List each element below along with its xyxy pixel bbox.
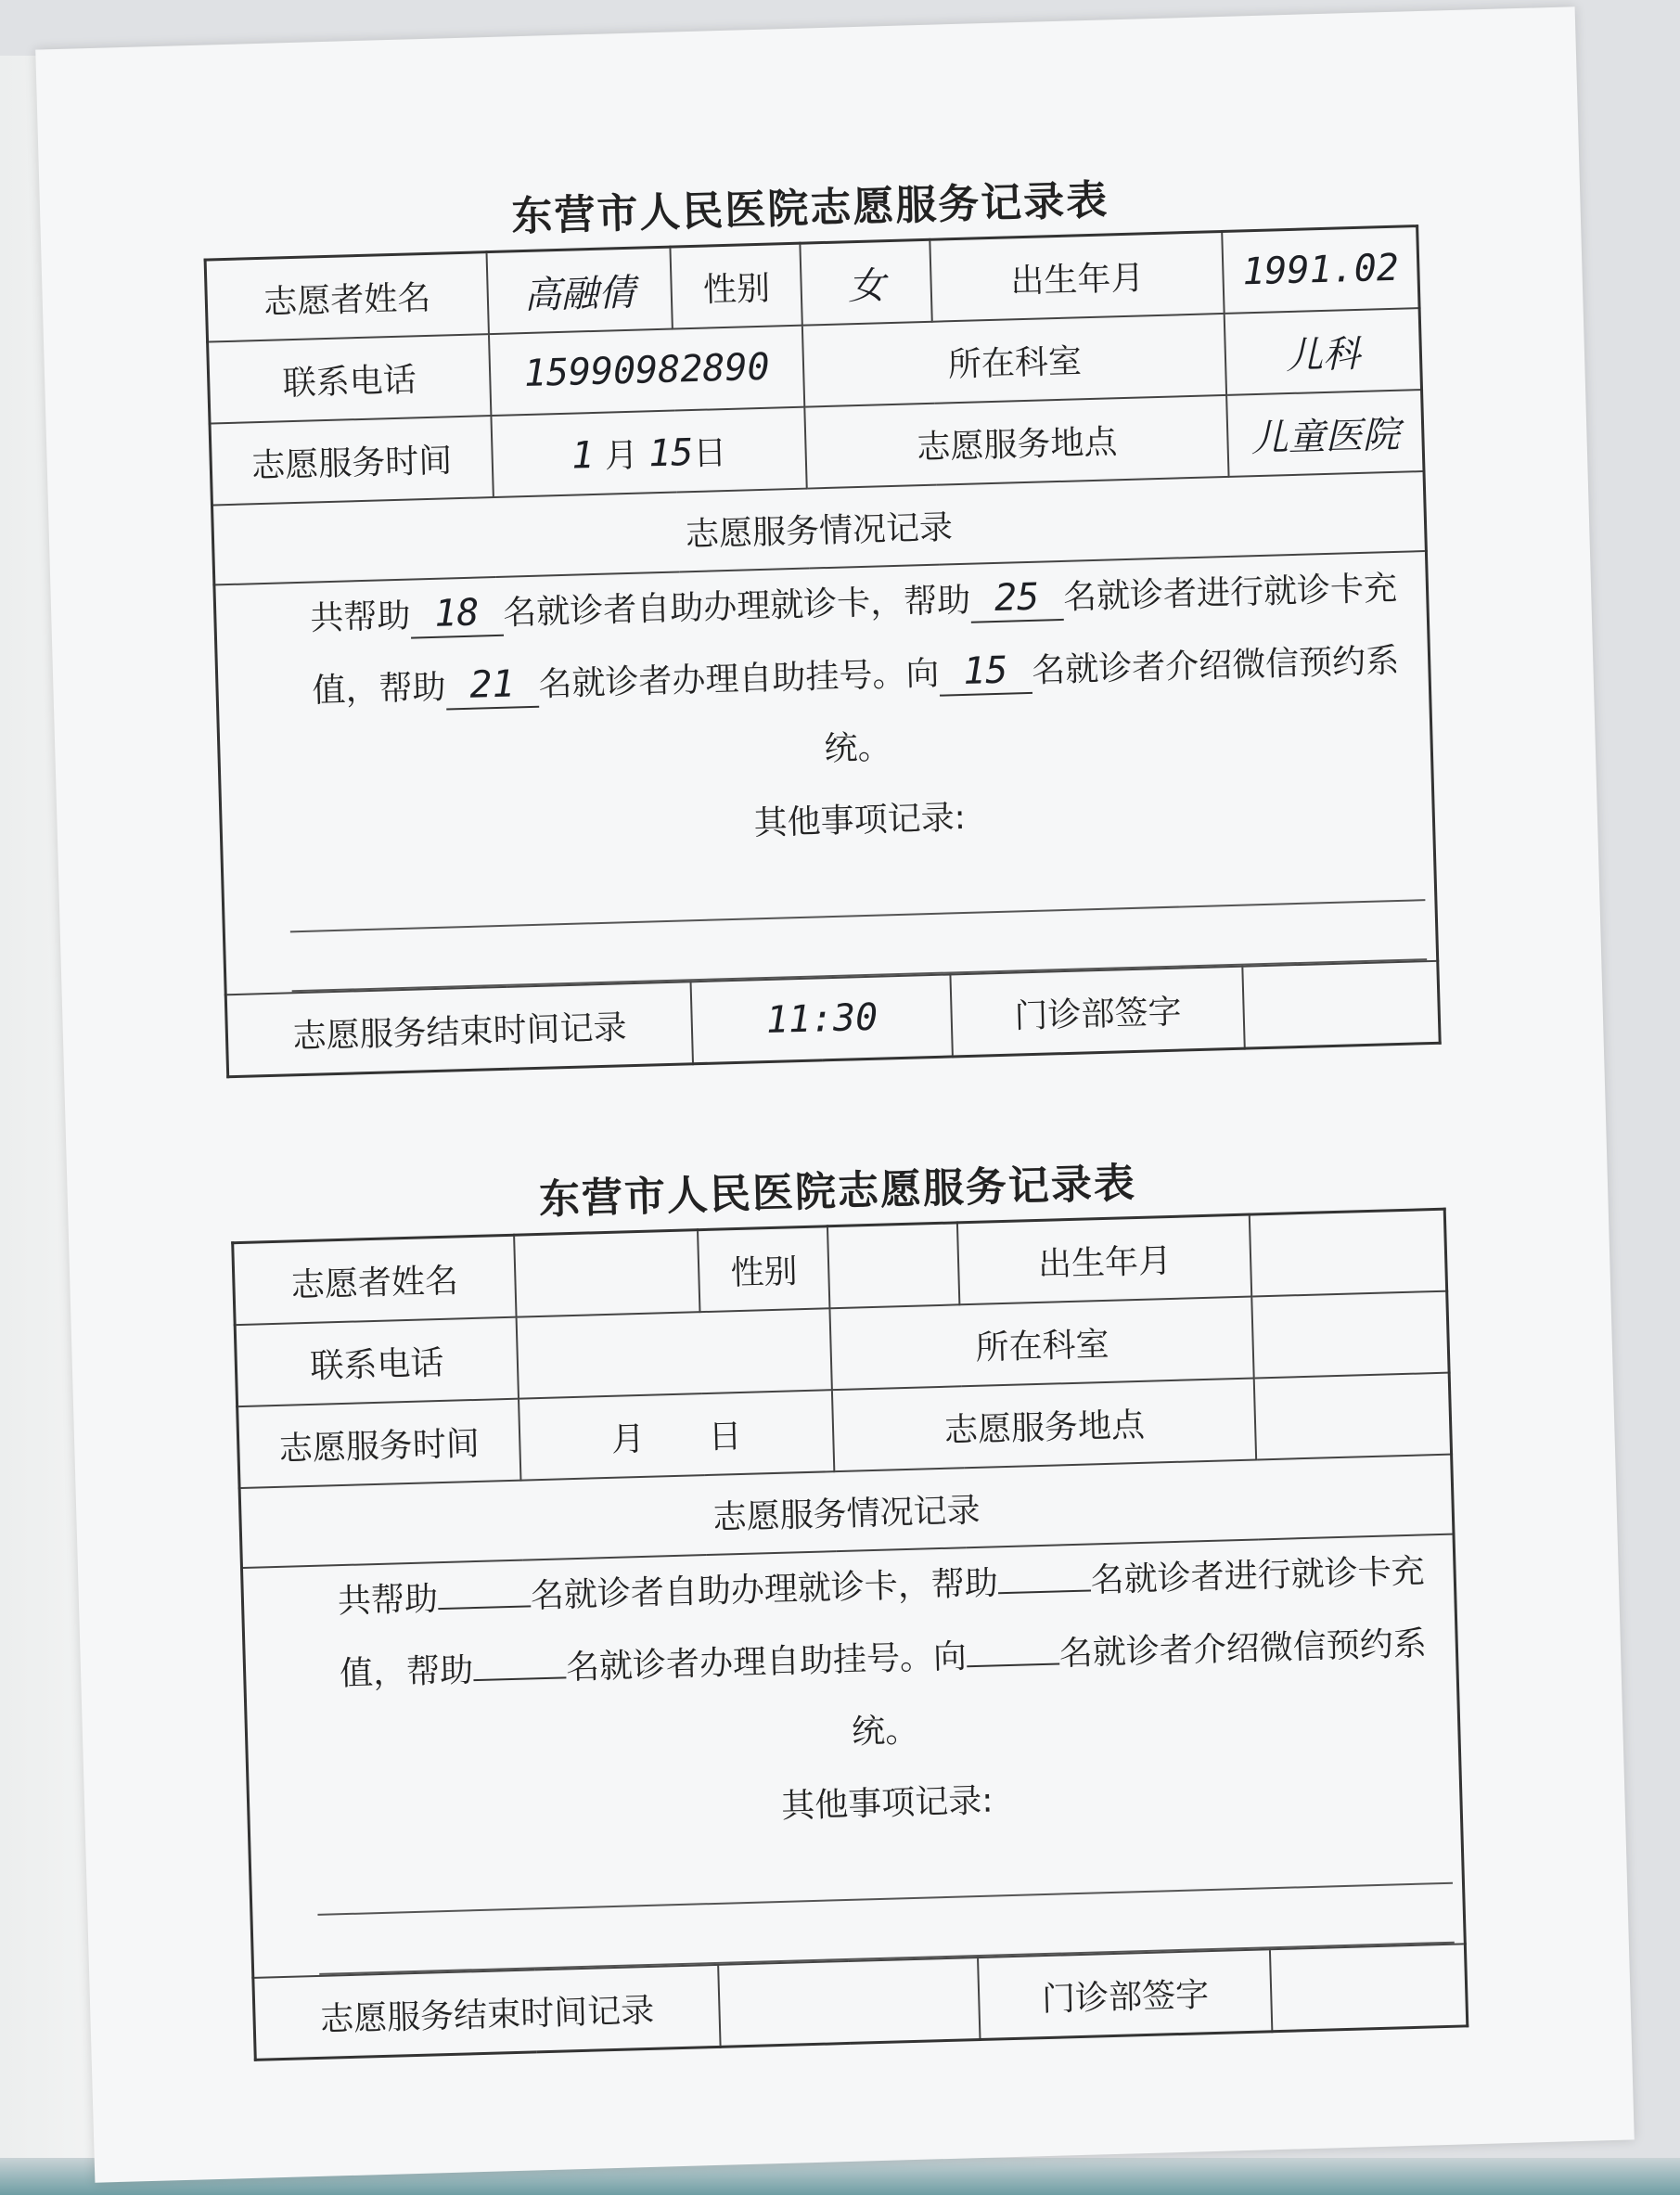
record-body (241, 1534, 1465, 1978)
service-place-label: 志愿服务地点 (832, 1378, 1256, 1471)
other-notes-label: 其他事项记录: (753, 798, 967, 843)
record-body (214, 551, 1438, 995)
end-time-value (718, 1958, 980, 2047)
day-unit: 日 (708, 1417, 743, 1457)
blank-wechat-count (967, 1662, 1059, 1667)
record-paragraph (224, 552, 1421, 802)
blank-recharge-count (998, 1590, 1091, 1595)
name-value (486, 247, 673, 334)
register-count-handwritten: 21 (468, 662, 516, 707)
end-time-label: 志愿服务结束时间记录 (225, 982, 693, 1076)
service-time-label: 志愿服务时间 (210, 416, 494, 505)
end-time-handwritten: 11:30 (765, 995, 878, 1043)
blank-recharge-count (970, 576, 1064, 623)
month-unit: 月 (604, 436, 639, 476)
record-section-heading: 志愿服务情况记录 (239, 1455, 1454, 1568)
wechat-count-handwritten: 15 (962, 648, 1009, 693)
month-unit: 月 (610, 1419, 646, 1459)
body-text-4: 名就诊者办理自助挂号。向 (537, 654, 940, 704)
phone-value (489, 326, 805, 416)
body-text-1: 共帮助 (337, 1580, 439, 1622)
birth-value (1250, 1209, 1446, 1296)
signature-label: 门诊部签字 (951, 967, 1245, 1057)
recharge-count-handwritten: 25 (994, 575, 1040, 620)
body-text-3: 名就诊者进行就诊卡充值，帮助 (339, 1552, 1426, 1694)
body-text-5: 名就诊者介绍微信预约系统。 (824, 641, 1400, 769)
body-text-3: 名就诊者进行就诊卡充值，帮助 (312, 569, 1398, 711)
form-title: 东营市人民医院志愿服务记录表 (510, 176, 1109, 241)
body-text-5: 名就诊者介绍微信预约系统。 (851, 1624, 1428, 1752)
end-time-label: 志愿服务结束时间记录 (253, 1965, 721, 2060)
gender-label: 性别 (671, 243, 802, 328)
form-title: 东营市人民医院志愿服务记录表 (538, 1159, 1137, 1224)
body-text-2: 名就诊者自助办理就诊卡，帮助 (502, 581, 971, 633)
service-place-value (1254, 1373, 1451, 1460)
birth-label: 出生年月 (957, 1214, 1251, 1304)
day-unit: 日 (692, 433, 727, 473)
body-text-2: 名就诊者自助办理就诊卡，帮助 (530, 1564, 999, 1616)
blank-card-count (438, 1605, 531, 1610)
record-table (231, 1208, 1468, 2061)
blank-register-count (445, 663, 539, 711)
phone-value (516, 1308, 832, 1398)
record-paragraph (252, 1535, 1449, 1786)
signature-label: 门诊部签字 (978, 1949, 1272, 2039)
paper-sheet (35, 6, 1635, 2182)
blank-wechat-count (939, 649, 1032, 697)
phone-label: 联系电话 (208, 334, 492, 423)
other-notes-label: 其他事项记录: (780, 1781, 994, 1826)
card-count-handwritten: 18 (433, 591, 481, 635)
blank-register-count (473, 1676, 566, 1681)
gender-handwritten: 女 (847, 263, 886, 308)
phone-handwritten: 15990982890 (523, 345, 771, 396)
birth-label: 出生年月 (930, 231, 1225, 321)
service-place-handwritten: 儿童医院 (1250, 413, 1401, 460)
record-form-1 (202, 160, 1442, 1078)
service-place-label: 志愿服务地点 (805, 395, 1229, 489)
phone-label: 联系电话 (235, 1317, 519, 1406)
service-place-value (1227, 390, 1424, 477)
birth-handwritten: 1991.02 (1241, 246, 1400, 294)
signature-value (1243, 961, 1440, 1048)
record-form-2 (229, 1143, 1468, 2061)
blank-card-count (410, 592, 504, 639)
record-table (204, 225, 1442, 1078)
service-time-value (491, 407, 807, 497)
name-label: 志愿者姓名 (233, 1235, 517, 1325)
department-value (1252, 1291, 1449, 1379)
name-handwritten: 高融倩 (523, 271, 636, 317)
department-label: 所在科室 (830, 1297, 1254, 1391)
department-value (1225, 308, 1421, 395)
service-day-handwritten: 15 (648, 430, 694, 475)
body-text-1: 共帮助 (309, 597, 411, 638)
name-value (514, 1230, 700, 1317)
department-handwritten: 儿科 (1285, 332, 1361, 378)
record-section-heading: 志愿服务情况记录 (212, 471, 1426, 584)
name-label: 志愿者姓名 (205, 252, 489, 342)
gender-value (801, 239, 932, 325)
department-label: 所在科室 (802, 314, 1226, 407)
service-month-handwritten: 1 (571, 433, 595, 478)
end-time-value (691, 974, 953, 1063)
body-text-4: 名就诊者办理自助挂号。向 (565, 1637, 968, 1688)
signature-value (1270, 1944, 1467, 2031)
service-time-value (519, 1390, 835, 1480)
service-time-label: 志愿服务时间 (237, 1399, 521, 1488)
birth-value (1223, 226, 1419, 314)
gender-label: 性别 (698, 1226, 829, 1312)
gender-value (827, 1223, 959, 1308)
